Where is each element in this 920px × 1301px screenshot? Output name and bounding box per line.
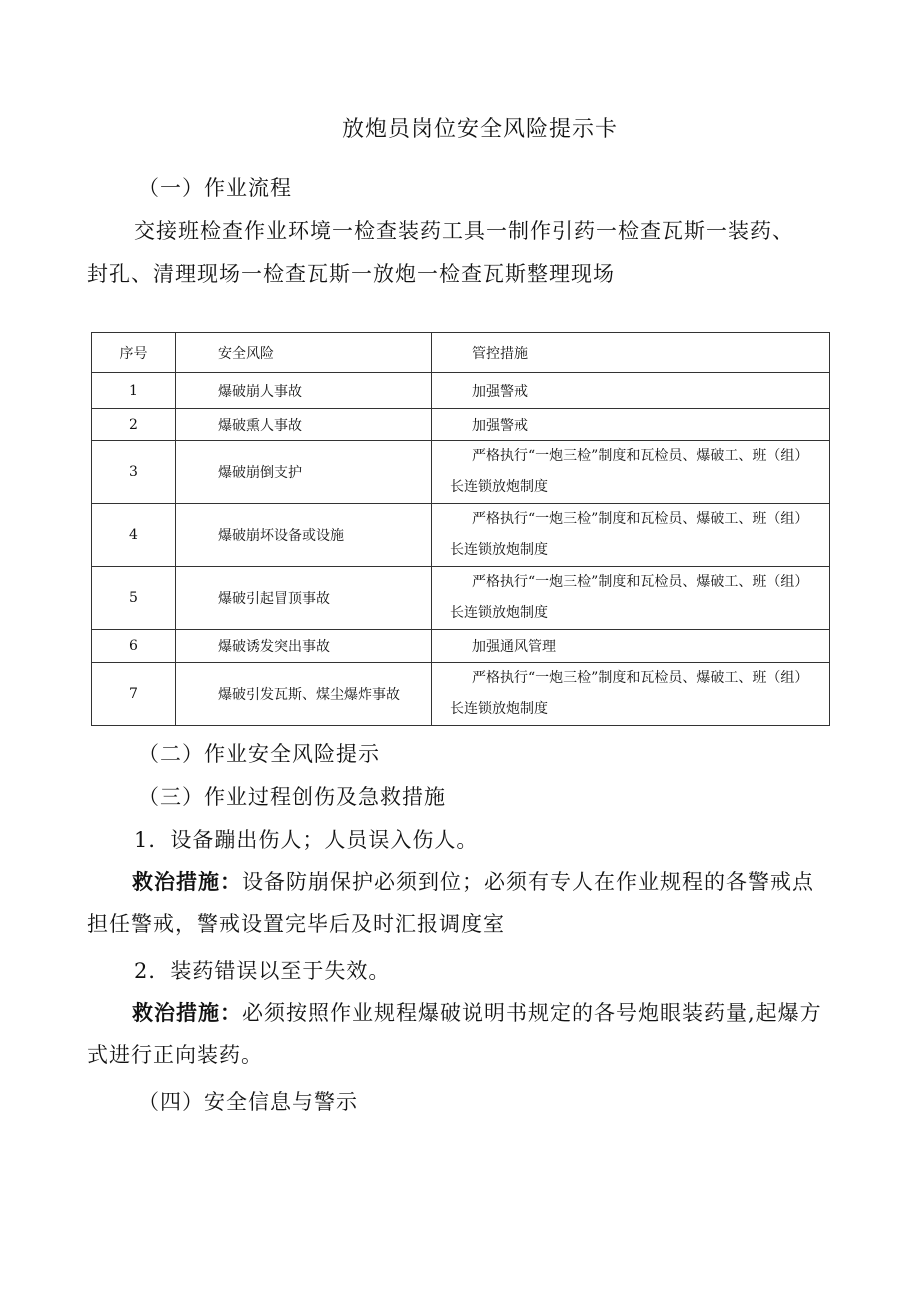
table-row xyxy=(92,373,830,409)
row-control xyxy=(432,663,830,726)
injury-item-1: 1．设备蹦出伤人；人员误入伤人。 xyxy=(134,828,479,852)
row-number: 5 xyxy=(92,567,176,630)
row-control-line-2: 长连锁放炮制度 xyxy=(450,542,548,558)
row-control xyxy=(432,441,830,504)
header-control: 管控措施 xyxy=(432,333,830,373)
table-row xyxy=(92,441,830,504)
row-control-line-1: 严格执行“一炮三检”制度和瓦检员、爆破工、班（组） xyxy=(472,511,809,527)
measure-label: 救治措施： xyxy=(132,869,242,894)
first-aid-measure-1 xyxy=(87,861,832,945)
row-risk: 爆破引发瓦斯、煤尘爆炸事故 xyxy=(176,663,432,726)
header-number: 序号 xyxy=(92,333,176,373)
page-title: 放炮员岗位安全风险提示卡 xyxy=(341,117,618,142)
row-control: 加强警戒 xyxy=(432,373,830,409)
injury-item-2: 2．装药错误以至于失效。 xyxy=(134,959,391,983)
table-row xyxy=(92,630,830,663)
row-risk: 爆破崩倒支护 xyxy=(176,441,432,504)
risk-table xyxy=(91,332,830,726)
row-control: 加强警戒 xyxy=(432,409,830,441)
section-4-heading: （四）安全信息与警示 xyxy=(138,1090,358,1114)
row-number: 7 xyxy=(92,663,176,726)
row-risk: 爆破熏人事故 xyxy=(176,409,432,441)
table-row xyxy=(92,504,830,567)
measure-text: 设备防崩保护必须到位；必须有专人在作业规程的各警戒点担任警戒，警戒设置完毕后及时汇报调度室 xyxy=(87,870,814,936)
section-1-heading: （一）作业流程 xyxy=(138,176,292,200)
row-control xyxy=(432,504,830,567)
measure-text: 必须按照作业规程爆破说明书规定的各号炮眼装药量,起爆方式进行正向装药。 xyxy=(87,1001,822,1067)
section-2-heading: （二）作业安全风险提示 xyxy=(138,742,380,766)
section-3-heading: （三）作业过程创伤及急救措施 xyxy=(138,785,446,809)
table-row xyxy=(92,409,830,441)
row-control-line-2: 长连锁放炮制度 xyxy=(450,605,548,621)
row-risk: 爆破引起冒顶事故 xyxy=(176,567,432,630)
row-number: 2 xyxy=(92,409,176,441)
row-risk: 爆破崩人事故 xyxy=(176,373,432,409)
table-row xyxy=(92,663,830,726)
table-header-row xyxy=(92,333,830,373)
row-control-line-1: 严格执行“一炮三检”制度和瓦检员、爆破工、班（组） xyxy=(472,448,809,464)
table-row xyxy=(92,567,830,630)
row-number: 6 xyxy=(92,630,176,663)
row-control-line-1: 严格执行“一炮三检”制度和瓦检员、爆破工、班（组） xyxy=(472,574,809,590)
flow-line-2: 封孔、清理现场一检查瓦斯一放炮一检查瓦斯整理现场 xyxy=(87,262,615,286)
measure-label: 救治措施： xyxy=(132,1000,242,1025)
row-control-line-2: 长连锁放炮制度 xyxy=(450,701,548,717)
row-risk: 爆破诱发突出事故 xyxy=(176,630,432,663)
row-control xyxy=(432,567,830,630)
flow-line-1: 交接班检查作业环境一检查装药工具一制作引药一检查瓦斯一装药、 xyxy=(134,219,794,243)
row-number: 3 xyxy=(92,441,176,504)
header-risk: 安全风险 xyxy=(176,333,432,373)
row-risk: 爆破崩坏设备或设施 xyxy=(176,504,432,567)
row-number: 1 xyxy=(92,373,176,409)
row-number: 4 xyxy=(92,504,176,567)
row-control-line-2: 长连锁放炮制度 xyxy=(450,479,548,495)
row-control: 加强通风管理 xyxy=(432,630,830,663)
row-control-line-1: 严格执行“一炮三检”制度和瓦检员、爆破工、班（组） xyxy=(472,670,809,686)
first-aid-measure-2 xyxy=(87,992,832,1076)
